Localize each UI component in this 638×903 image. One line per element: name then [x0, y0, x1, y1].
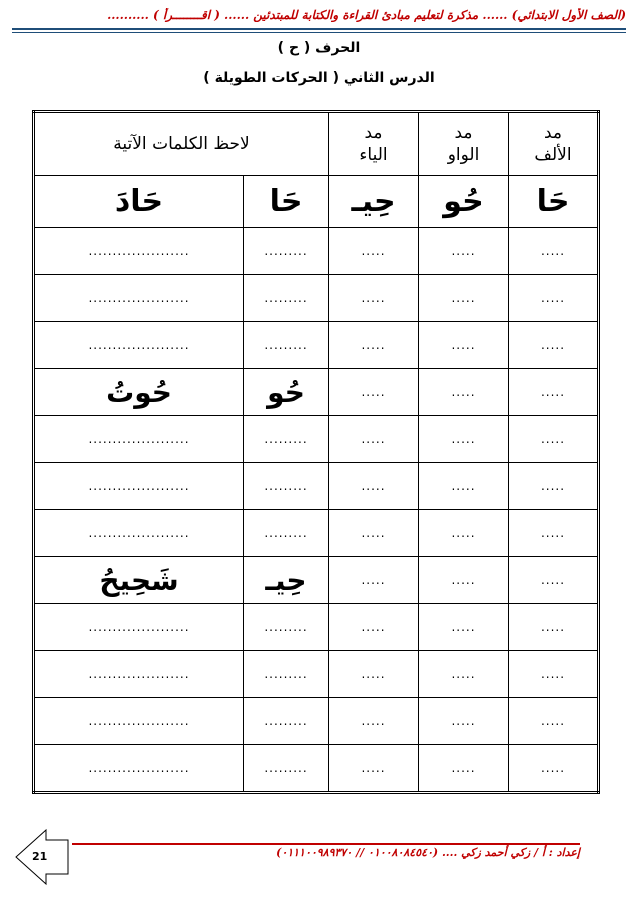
example-row-yaa — [34, 557, 599, 604]
header-observe-words: لاحظ الكلمات الآتية — [34, 112, 329, 176]
blank-syllable[interactable]: ......... — [244, 745, 329, 793]
blank-syllable[interactable]: ......... — [244, 651, 329, 698]
syllable-hi: حِيـ — [244, 557, 329, 604]
blank-syllable[interactable]: ......... — [244, 510, 329, 557]
blank-alif[interactable]: ..... — [509, 369, 599, 416]
blank-waw[interactable]: ..... — [419, 698, 509, 745]
blank-waw[interactable]: ..... — [419, 369, 509, 416]
letter-title: الحرف ( ح ) — [277, 40, 361, 56]
letter-ha-yaa: حِيـ — [329, 176, 419, 228]
blank-waw[interactable]: ..... — [419, 416, 509, 463]
word-hut: حُوتُ — [34, 369, 244, 416]
word-example: حَادَ — [34, 176, 244, 228]
letters-row — [34, 176, 599, 228]
blank-alif[interactable]: ..... — [509, 463, 599, 510]
blank-yaa[interactable]: ..... — [329, 557, 419, 604]
practice-row — [34, 322, 599, 369]
blank-syllable[interactable]: ......... — [244, 322, 329, 369]
practice-row — [34, 510, 599, 557]
blank-alif[interactable]: ..... — [509, 604, 599, 651]
blank-waw[interactable]: ..... — [419, 275, 509, 322]
blank-word[interactable]: ..................... — [34, 651, 244, 698]
blank-word[interactable]: ..................... — [34, 463, 244, 510]
practice-row — [34, 651, 599, 698]
example-row-waw — [34, 369, 599, 416]
blank-waw[interactable]: ..... — [419, 510, 509, 557]
blank-word[interactable]: ..................... — [34, 698, 244, 745]
header-rule — [12, 28, 626, 30]
word-shahih: شَحِيحُ — [34, 557, 244, 604]
blank-word[interactable]: ..................... — [34, 322, 244, 369]
page-header: (الصف الأول الابتدائي) ...... مذكرة لتعليم مبادئ القراءة والكتابة للمبتدئين ...... ( اقــــــــرأ ) .......... — [107, 8, 626, 22]
practice-row — [34, 604, 599, 651]
blank-alif[interactable]: ..... — [509, 510, 599, 557]
page-number: 21 — [32, 850, 48, 863]
blank-yaa[interactable]: ..... — [329, 604, 419, 651]
header-yaa: مد الياء — [329, 112, 419, 176]
blank-waw[interactable]: ..... — [419, 557, 509, 604]
practice-row — [34, 228, 599, 275]
blank-syllable[interactable]: ......... — [244, 228, 329, 275]
blank-word[interactable]: ..................... — [34, 416, 244, 463]
blank-syllable[interactable]: ......... — [244, 416, 329, 463]
blank-yaa[interactable]: ..... — [329, 416, 419, 463]
exercise-table — [32, 110, 600, 794]
practice-row — [34, 698, 599, 745]
blank-word[interactable]: ..................... — [34, 745, 244, 793]
blank-word[interactable]: ..................... — [34, 604, 244, 651]
blank-yaa[interactable]: ..... — [329, 228, 419, 275]
blank-waw[interactable]: ..... — [419, 322, 509, 369]
blank-waw[interactable]: ..... — [419, 604, 509, 651]
footer-rule — [72, 843, 580, 845]
lesson-title: الدرس الثاني ( الحركات الطويلة ) — [203, 70, 435, 86]
letter-ha-waw: حُو — [419, 176, 509, 228]
blank-yaa[interactable]: ..... — [329, 745, 419, 793]
blank-word[interactable]: ..................... — [34, 228, 244, 275]
practice-row — [34, 275, 599, 322]
blank-word[interactable]: ..................... — [34, 275, 244, 322]
blank-syllable[interactable]: ......... — [244, 463, 329, 510]
practice-row — [34, 745, 599, 793]
blank-alif[interactable]: ..... — [509, 557, 599, 604]
blank-alif[interactable]: ..... — [509, 651, 599, 698]
practice-row — [34, 416, 599, 463]
syllable-hu: حُو — [244, 369, 329, 416]
header-waw: مد الواو — [419, 112, 509, 176]
syllable-example: حَا — [244, 176, 329, 228]
blank-alif[interactable]: ..... — [509, 275, 599, 322]
header-alif: مد الألف — [509, 112, 599, 176]
blank-yaa[interactable]: ..... — [329, 510, 419, 557]
letter-ha-alif: حَا — [509, 176, 599, 228]
blank-waw[interactable]: ..... — [419, 463, 509, 510]
blank-syllable[interactable]: ......... — [244, 275, 329, 322]
blank-waw[interactable]: ..... — [419, 228, 509, 275]
blank-waw[interactable]: ..... — [419, 651, 509, 698]
blank-word[interactable]: ..................... — [34, 510, 244, 557]
header-rule-thin — [12, 32, 626, 33]
blank-yaa[interactable]: ..... — [329, 322, 419, 369]
blank-alif[interactable]: ..... — [509, 228, 599, 275]
blank-yaa[interactable]: ..... — [329, 369, 419, 416]
blank-alif[interactable]: ..... — [509, 745, 599, 793]
blank-syllable[interactable]: ......... — [244, 604, 329, 651]
blank-yaa[interactable]: ..... — [329, 463, 419, 510]
blank-yaa[interactable]: ..... — [329, 651, 419, 698]
blank-waw[interactable]: ..... — [419, 745, 509, 793]
practice-row — [34, 463, 599, 510]
blank-yaa[interactable]: ..... — [329, 275, 419, 322]
footer-credit: إعداد : أ / زكي أحمد زكي .... (٠١٠٠٨٠٨٤٥٤٠ // ٠١١١٠٠٩٨٩٣٧٠) — [276, 846, 580, 859]
blank-alif[interactable]: ..... — [509, 322, 599, 369]
blank-syllable[interactable]: ......... — [244, 698, 329, 745]
header-row — [34, 112, 599, 176]
blank-alif[interactable]: ..... — [509, 416, 599, 463]
blank-yaa[interactable]: ..... — [329, 698, 419, 745]
page-number-tab — [14, 828, 70, 886]
blank-alif[interactable]: ..... — [509, 698, 599, 745]
